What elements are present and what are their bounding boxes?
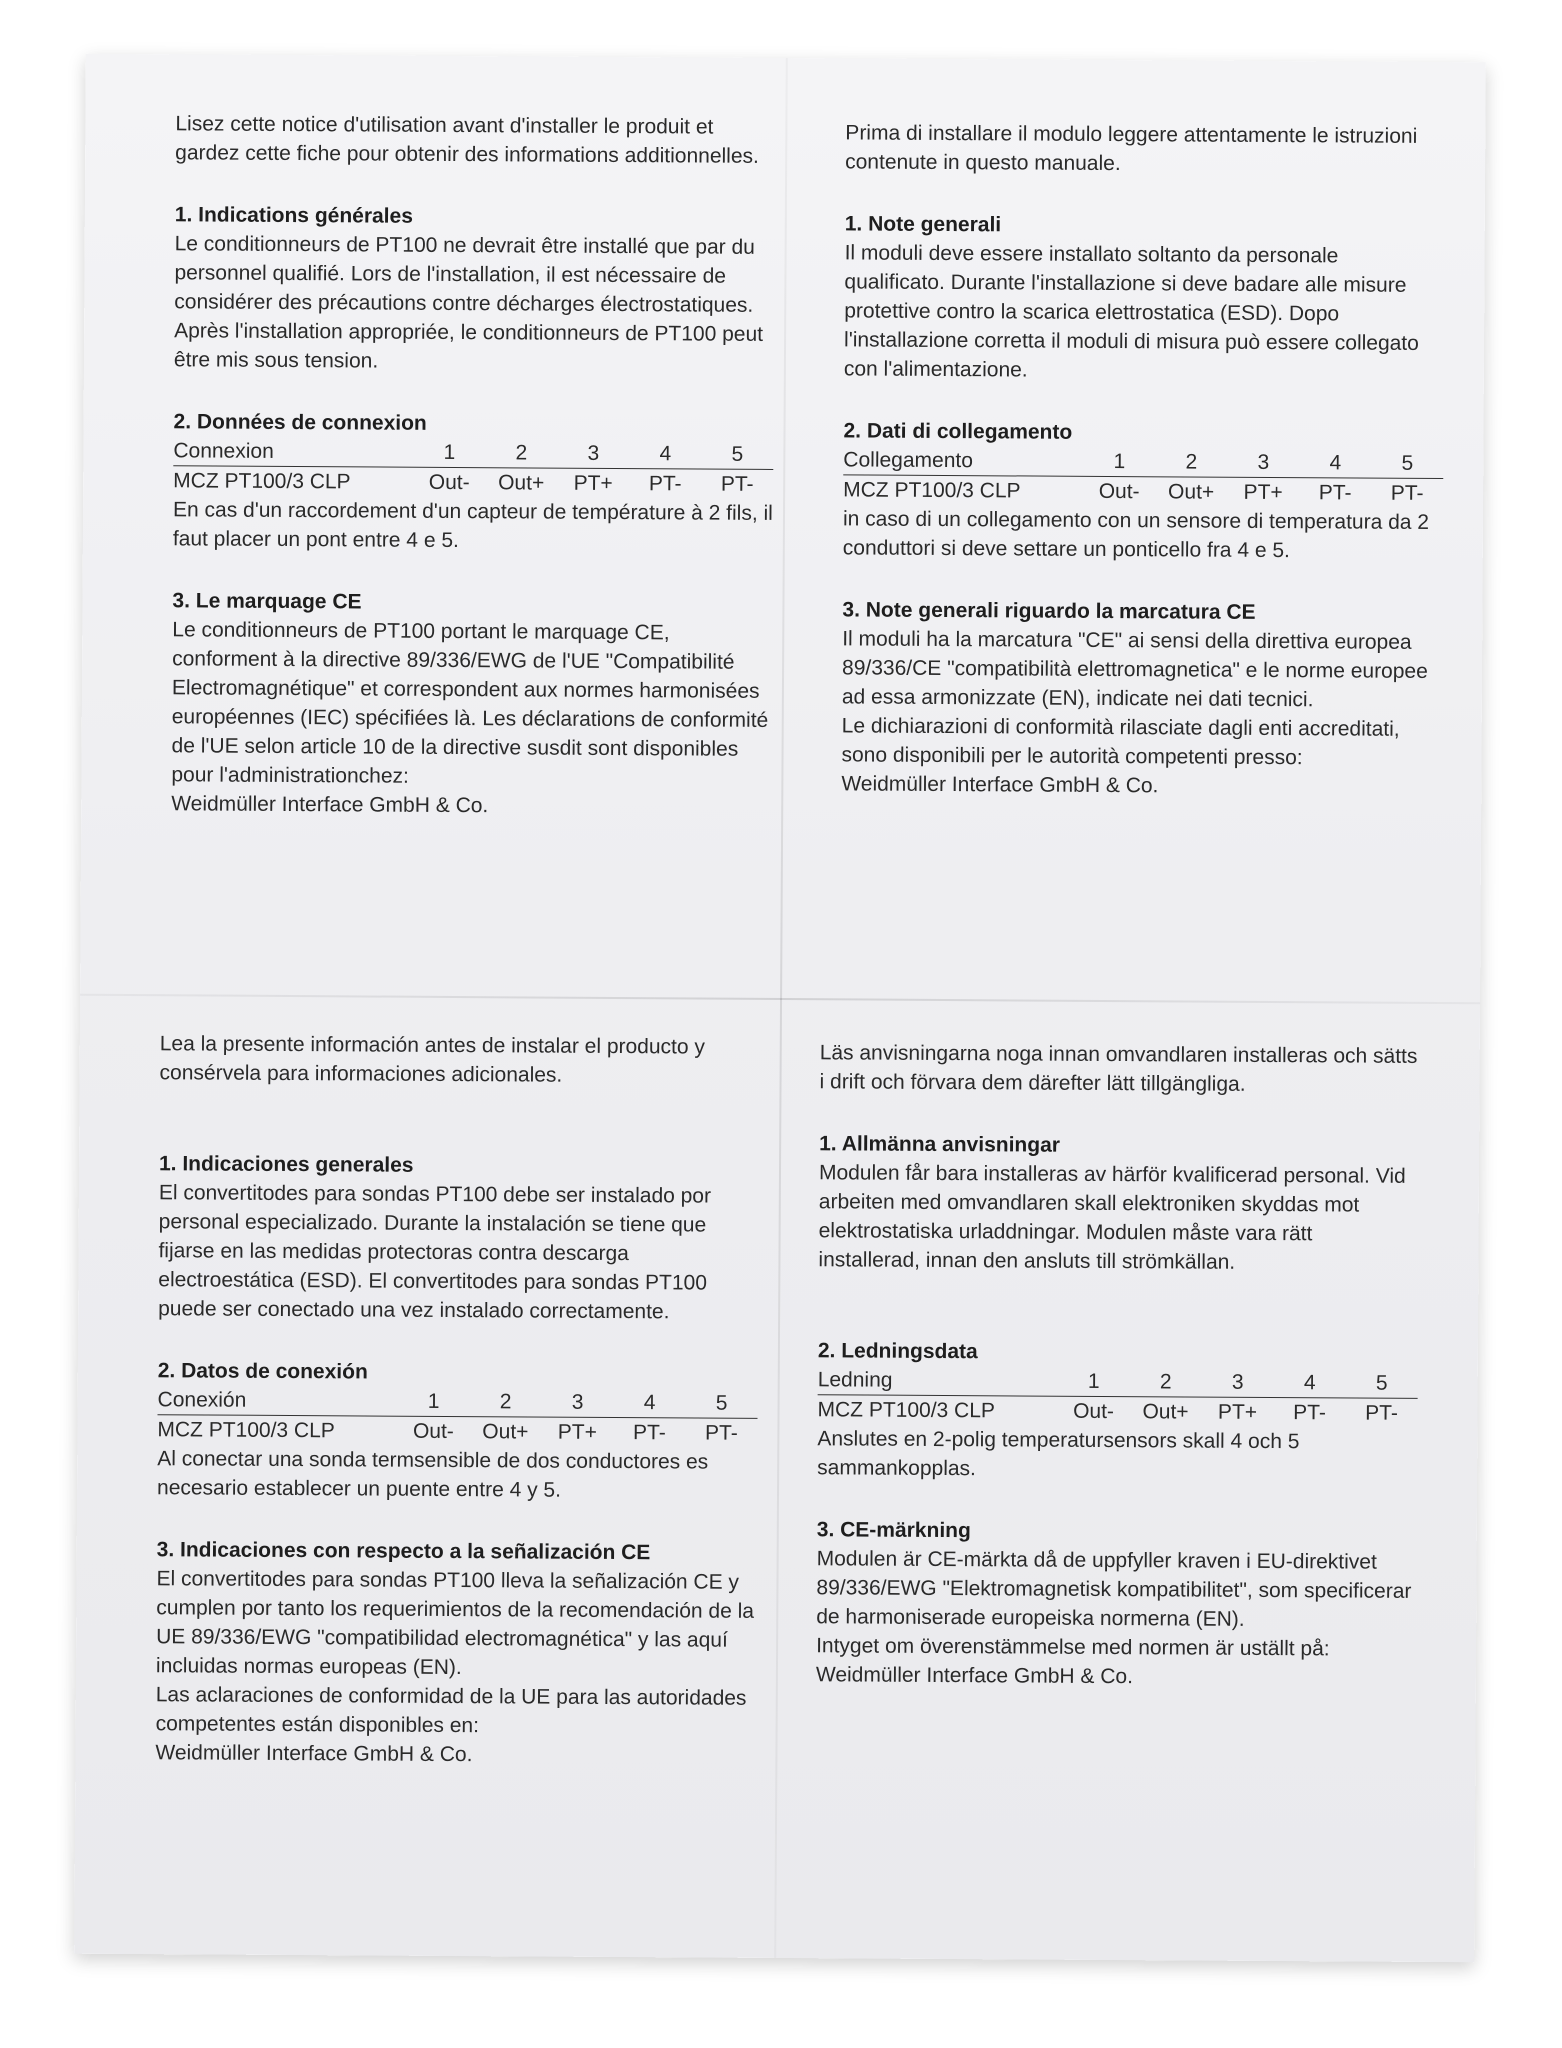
table-cell: PT- <box>1318 481 1352 505</box>
intro-text: Läs anvisningarna noga innan omvandlaren installeras och sätts i drift och förvara dem därefter lätt tillgängliga. <box>819 1041 1418 1096</box>
table-cell: 1 <box>1087 1369 1100 1393</box>
connection-table <box>173 436 773 499</box>
table-cell: PT- <box>1390 481 1424 505</box>
section-text: El convertitodes para sondas PT100 debe ser instalado por personal especializado. Durante la instalación se tiene que fijarse en las medidas protectoras contra descarga electroestática (ESD). El convertitodes para sondas PT100 puede ser conectado una vez instalado correctamente. <box>158 1181 712 1324</box>
table-cell: PT+ <box>1217 1400 1258 1424</box>
section-text-2: Las aclaraciones de conformidad de la UE para las autoridades competentes están disponibles en: <box>155 1683 747 1738</box>
table-header-row <box>158 1385 758 1419</box>
table-cell: 3 <box>587 441 600 465</box>
table-cell: Out+ <box>1168 480 1215 504</box>
table-cell: Out- <box>1073 1399 1115 1424</box>
section-text: Le conditionneurs de PT100 ne devrait être installé que par du personnel qualifié. Lors de l'installation, il est nécessaire de considérer des précautions contre décharges électrostatiques. Après l'installation appropriée, le conditionneurs de PT100 peut être mis sous tension. <box>173 232 764 373</box>
table-cell: PT- <box>632 1421 666 1445</box>
company-name: Weidmüller Interface GmbH & Co. <box>815 1663 1134 1689</box>
table-cell: MCZ PT100/3 CLP <box>173 469 351 494</box>
table-row <box>817 1395 1417 1428</box>
vertical-fold-crease <box>774 58 788 1958</box>
section-heading: 1. Indicaciones generales <box>158 1152 414 1177</box>
section-heading: 2. Datos de conexión <box>157 1359 368 1384</box>
general-notes <box>818 1129 1419 1278</box>
table-cell: Out+ <box>498 471 545 495</box>
spanish-section <box>155 1029 760 1804</box>
connection-data <box>843 416 1444 566</box>
section-heading: 3. Le marquage CE <box>172 589 362 614</box>
table-cell: 4 <box>659 442 672 466</box>
table-cell: PT+ <box>557 1420 598 1444</box>
table-cell: 1 <box>1113 450 1126 474</box>
ce-marking <box>155 1535 756 1771</box>
section-text: El convertitodes para sondas PT100 lleva la señalización CE y cumplen por tanto los requerimientos de la recomendación de la UE 89/336/EWG "compatibilidad electromagnética" y las aquí incluidas normas europeas (EN). <box>155 1567 755 1680</box>
swedish-section <box>816 1038 1420 1726</box>
table-cell: 5 <box>1401 451 1414 475</box>
french-section <box>171 109 776 855</box>
connection-data <box>817 1336 1418 1486</box>
table-cell: Conexión <box>157 1388 247 1412</box>
section-text: En cas d'un raccordement d'un capteur de température à 2 fils, il faut placer un pont entre 4 e 5. <box>172 498 773 553</box>
table-cell: MCZ PT100/3 CLP <box>843 478 1021 503</box>
connection-table <box>817 1365 1417 1428</box>
section-text: Modulen får bara installeras av härför kvalificerad personal. Vid arbeiten med omvandlaren skall elektroniken skyddas mot elektrostatiska urladdningar. Modulen måste vara rätt installerad, innan den ansluts till strömkällan. <box>818 1161 1406 1274</box>
company-name: Weidmüller Interface GmbH & Co. <box>171 792 489 818</box>
table-cell: Out+ <box>1142 1400 1189 1424</box>
ce-marking <box>816 1515 1417 1693</box>
section-text-2: Intyget om överenstämmelse med normen är uställt på: <box>816 1634 1330 1661</box>
table-cell: PT- <box>720 472 754 496</box>
section-heading: 1. Allmänna anvisningar <box>819 1132 1061 1157</box>
table-cell: 5 <box>715 1391 728 1415</box>
connection-table <box>157 1385 757 1448</box>
section-heading: 1. Note generali <box>844 212 1002 237</box>
company-name: Weidmüller Interface GmbH & Co. <box>841 772 1159 798</box>
section-heading: 2. Données de connexion <box>173 410 427 435</box>
table-cell: 4 <box>643 1391 656 1415</box>
table-cell: MCZ PT100/3 CLP <box>157 1418 335 1443</box>
table-cell: Connexion <box>173 439 274 463</box>
table-cell: Out- <box>428 470 470 495</box>
table-cell: PT+ <box>573 471 613 495</box>
section-text: Il moduli deve essere installato soltanto da personale qualificato. Durante l'installazione si deve badare alle misure protettive contro la scarica elettrostatica (ESD). Dopo l'installazione corretta il moduli di misura può essere collegato con l'alimentazione. <box>843 241 1419 382</box>
section-text: Il moduli ha la marcatura "CE" ai sensi della direttiva europea 89/336/CE "compatibilità elettromagnetica" e le norme europee ad essa armonizzate (EN), indicate nei dati tecnici. <box>841 627 1428 712</box>
section-heading: 2. Ledningsdata <box>817 1339 978 1364</box>
ce-marking <box>841 595 1442 802</box>
table-header-row <box>818 1365 1418 1399</box>
section-heading: 3. Note generali riguardo la marcatura CE <box>842 598 1256 624</box>
section-heading: 3. CE-märkning <box>816 1518 971 1543</box>
instruction-sheet <box>74 54 1486 1963</box>
connection-data <box>157 1356 758 1506</box>
table-cell: 2 <box>1159 1370 1172 1394</box>
table-cell: 4 <box>1303 1371 1316 1395</box>
connection-data <box>173 407 774 557</box>
table-cell: Out+ <box>482 1420 529 1444</box>
section-text-2: Le dichiarazioni di conformità rilasciate dagli enti accreditati, sono disponibili per le autorità competenti presso: <box>841 714 1400 770</box>
table-cell: PT- <box>1365 1401 1398 1425</box>
table-cell: 1 <box>443 440 456 465</box>
section-text: in caso di un collegamento con un sensore di temperatura da 2 conduttori si deve settare un ponticello fra 4 e 5. <box>842 507 1430 563</box>
general-notes <box>844 209 1445 387</box>
table-cell: 3 <box>1231 1370 1244 1394</box>
table-cell: 1 <box>427 1389 440 1413</box>
table-cell: 3 <box>571 1390 584 1414</box>
table-cell: Collegamento <box>843 448 974 473</box>
section-heading: 2. Dati di collegamento <box>843 419 1073 444</box>
connection-table <box>843 445 1443 508</box>
table-cell: 2 <box>499 1390 512 1414</box>
table-cell: 2 <box>1185 450 1198 474</box>
italian-section <box>841 118 1445 835</box>
table-cell: PT+ <box>1243 480 1283 505</box>
table-cell: Out- <box>412 1419 454 1444</box>
intro-text: Prima di installare il modulo leggere attentamente le istruzioni contenute in questo manuale. <box>845 121 1418 176</box>
table-cell: PT- <box>648 472 682 496</box>
table-cell: MCZ PT100/3 CLP <box>817 1398 996 1423</box>
table-header-row <box>843 445 1443 479</box>
table-cell: 5 <box>1375 1371 1388 1395</box>
table-header-row <box>173 436 773 470</box>
table-cell: Ledning <box>817 1368 893 1392</box>
table-cell: 5 <box>731 442 744 466</box>
table-cell: PT- <box>704 1421 738 1445</box>
table-row <box>843 475 1443 508</box>
table-cell: PT- <box>1293 1401 1326 1425</box>
section-heading: 1. Indications générales <box>174 203 413 228</box>
table-cell: 4 <box>1329 451 1342 475</box>
section-text: Anslutes en 2-polig temperatursensors skall 4 och 5 sammankopplas. <box>817 1427 1300 1481</box>
section-text: Modulen är CE-märkta då de uppfyller kraven i EU-direktivet 89/336/EWG "Elektromagnetisk kompatibilitet", som specificerar de harmoniserade europeiska normerna (EN). <box>816 1547 1412 1631</box>
ce-marking <box>171 586 772 822</box>
company-name: Weidmüller Interface GmbH & Co. <box>155 1741 473 1767</box>
table-cell: 3 <box>1257 450 1270 474</box>
table-row <box>173 466 773 499</box>
general-notes <box>158 1149 759 1327</box>
intro-text: Lea la presente información antes de instalar el producto y consérvela para informaciones adicionales. <box>159 1032 706 1087</box>
intro-text: Lisez cette notice d'utilisation avant d'installer le produit et gardez cette fiche pour obtenir des informations additionnelles. <box>175 112 759 168</box>
general-notes <box>174 200 775 378</box>
section-text: Le conditionneurs de PT100 portant le marquage CE, conforment à la directive 89/336/EWG de l'UE "Compatibilité Electromagnétique" et correspondent aux normes harmonisées européennes (IEC) spécifiées là. Les déclarations de conformité de l'UE selon article 10 de la directive susdit sont disponibles pour l'administrationchez: <box>171 618 769 788</box>
table-cell: 2 <box>515 441 528 465</box>
section-heading: 3. Indicaciones con respecto a la señalización CE <box>156 1538 651 1565</box>
table-cell: Out- <box>1098 479 1140 504</box>
table-row <box>157 1415 757 1448</box>
section-text: Al conectar una sonda termsensible de dos conductores es necesario establecer un puente entre 4 y 5. <box>156 1447 709 1502</box>
